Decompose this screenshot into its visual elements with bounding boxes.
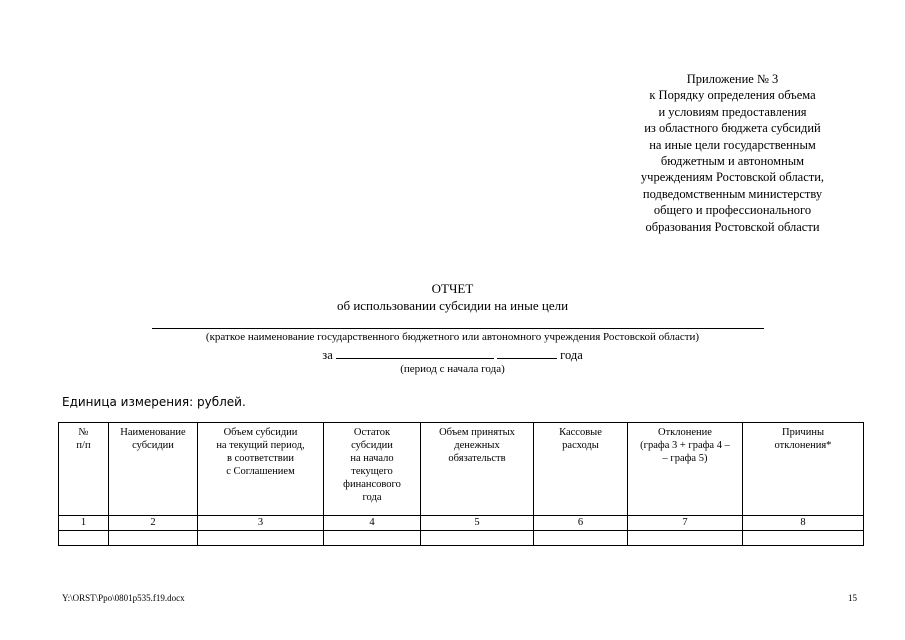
period-prefix: за — [322, 348, 333, 362]
appendix-line: подведомственным министерству — [642, 186, 823, 201]
column-number: 1 — [59, 516, 109, 531]
column-number: 7 — [628, 516, 743, 531]
period-blank-start — [336, 346, 494, 359]
column-number-row — [59, 516, 864, 531]
units-label: Единица измерения: рублей. — [62, 395, 246, 409]
appendix-line: бюджетным и автономным — [660, 154, 805, 169]
column-number: 2 — [109, 516, 198, 531]
table-cell — [743, 531, 864, 546]
appendix-line: Приложение № 3 — [686, 72, 779, 86]
table-row — [59, 531, 864, 546]
appendix-line: общего и профессионального — [653, 203, 812, 218]
appendix-line: образования Ростовской области — [645, 219, 820, 234]
table-cell — [421, 531, 534, 546]
table-header-row — [59, 423, 864, 516]
report-table — [58, 422, 864, 546]
organization-blank-line — [152, 328, 764, 329]
column-header: № п/п — [59, 423, 109, 516]
column-header: Остаток субсидии на начало текущего финансового года — [324, 423, 421, 516]
table-cell — [198, 531, 324, 546]
column-number: 5 — [421, 516, 534, 531]
appendix-line: учреждениям Ростовской области, — [640, 170, 825, 185]
period-suffix: года — [560, 348, 583, 362]
table-cell — [534, 531, 628, 546]
column-header: Отклонение (графа 3 + графа 4 – – графа 5) — [628, 423, 743, 516]
appendix-line: и условиям предоставления — [658, 104, 807, 119]
column-number: 4 — [324, 516, 421, 531]
file-path: Y:\ORST\Ppo\0801p535.f19.docx — [62, 593, 185, 603]
column-number: 3 — [198, 516, 324, 531]
column-header: Наименование субсидии — [109, 423, 198, 516]
table-cell — [59, 531, 109, 546]
period-row — [0, 346, 905, 363]
page-number: 15 — [848, 593, 857, 603]
column-number: 8 — [743, 516, 864, 531]
appendix-line: из областного бюджета субсидий — [644, 121, 821, 136]
appendix-line: к Порядку определения объема — [649, 88, 816, 103]
column-number: 6 — [534, 516, 628, 531]
column-header: Объем субсидии на текущий период, в соответствии с Соглашением — [198, 423, 324, 516]
table-cell — [324, 531, 421, 546]
column-header: Объем принятых денежных обязательств — [421, 423, 534, 516]
table-cell — [109, 531, 198, 546]
table-cell — [628, 531, 743, 546]
column-header: Причины отклонения* — [743, 423, 864, 516]
appendix-line: на иные цели государственным — [649, 137, 816, 152]
appendix-note — [610, 71, 855, 235]
period-caption: (период с начала года) — [400, 363, 505, 375]
report-title: ОТЧЕТ — [431, 281, 474, 296]
column-header: Кассовые расходы — [534, 423, 628, 516]
report-subtitle: об использовании субсидии на иные цели — [336, 298, 569, 313]
organization-caption: (краткое наименование государственного бюджетного или автономного учреждения Ростовской области) — [205, 331, 700, 343]
period-blank-end — [497, 346, 557, 359]
